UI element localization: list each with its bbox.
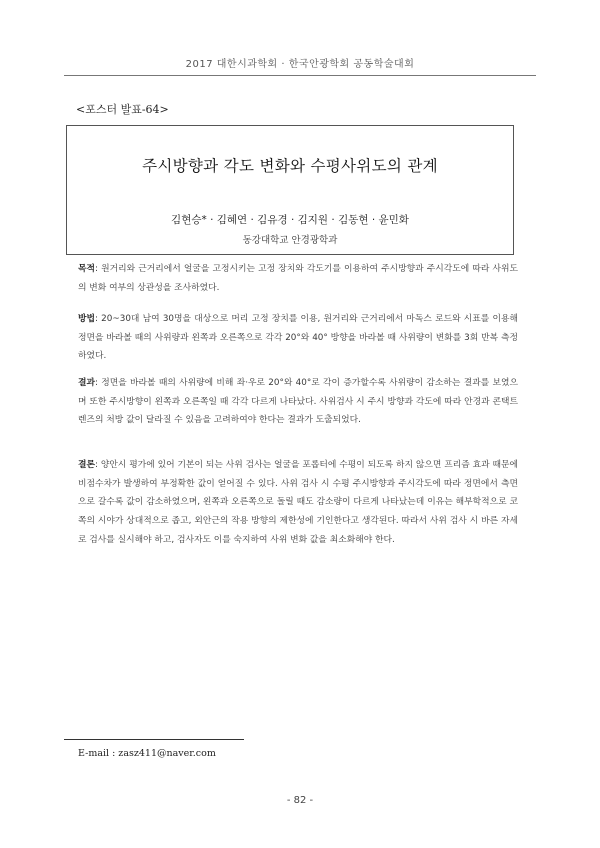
poster-label: <포스터 발표-64> — [76, 103, 169, 116]
header-rule — [64, 75, 536, 76]
section-method-text: : 20~30대 남여 30명을 대상으로 머리 고정 장치를 이용, 원거리와 근거리에서 마독스 로드와 시표를 이용해 정면을 바라볼 때의 사위량과 왼쪽과 오른쪽으로 각각 20°와 40° 방향을 바라볼 때 사위량이 변화를 3회 반복 측정하였다. — [78, 314, 518, 362]
section-purpose-label: 목적 — [78, 264, 95, 274]
affiliation: 동강대학교 안경광학과 — [242, 235, 338, 246]
author-email: E-mail : zasz411@naver.com — [78, 748, 216, 759]
section-conclusion-text: : 양안시 평가에 있어 기본이 되는 사위 검사는 얼굴을 포롭터에 수평이 되도록 하지 않으면 프리즘 효과 때문에 비점수차가 발생하여 부정확한 값이 얻어질 수 있다. 사위 검사 시 수평 주시방향과 주시각도에 따라 정면에서 측면으로 갈수록 값이 감소하였으며, 왼쪽과 오른쪽으로 돌릴 때도 감소량이 다르게 나타났는데 이유는 해부학적으로 코 쪽의 시야가 상대적으로 좁고, 외안근의 작용 방향의 제한성에 기인한다고 생각된다. 따라서 사위 검사 시 바른 자세로 검사를 실시해야 하고, 검사자도 이를 숙지하여 사위 변화 값을 최소화해야 한다. — [78, 460, 518, 545]
footnote-rule — [64, 739, 244, 740]
section-result-label: 결과 — [78, 378, 95, 388]
section-result-text: : 정면을 바라볼 때의 사위량에 비해 좌·우로 20°와 40°로 각이 증가할수록 사위량이 감소하는 결과를 보였으며 또한 주시방향이 왼쪽과 오른쪽일 때 각각 다르게 나타났다. 사위검사 시 주시 방향과 각도에 따라 안경과 콘택트렌즈의 처방 값이 달라질 수 있음을 고려하여야 한다는 결과가 도출되었다. — [78, 378, 518, 426]
section-conclusion — [78, 456, 518, 550]
section-result — [78, 374, 518, 430]
section-method-label: 방법 — [78, 314, 95, 324]
conference-header: 2017 대한시과학회 · 한국안광학회 공동학술대회 — [185, 59, 415, 70]
paper-title: 주시방향과 각도 변화와 수평사위도의 관계 — [142, 157, 438, 175]
author-list: 김현승* · 김혜연 · 김유경 · 김지원 · 김동현 · 윤민화 — [171, 214, 409, 226]
section-method — [78, 310, 518, 366]
section-purpose-text: : 원거리와 근거리에서 얼굴을 고정시키는 고정 장치와 각도기를 이용하여 주시방향과 주시각도에 따라 사위도의 변화 여부의 상관성을 조사하였다. — [78, 264, 518, 293]
section-purpose — [78, 260, 518, 297]
page-number: - 82 - — [286, 795, 314, 806]
title-box — [66, 125, 514, 255]
section-conclusion-label: 결론 — [78, 460, 95, 470]
